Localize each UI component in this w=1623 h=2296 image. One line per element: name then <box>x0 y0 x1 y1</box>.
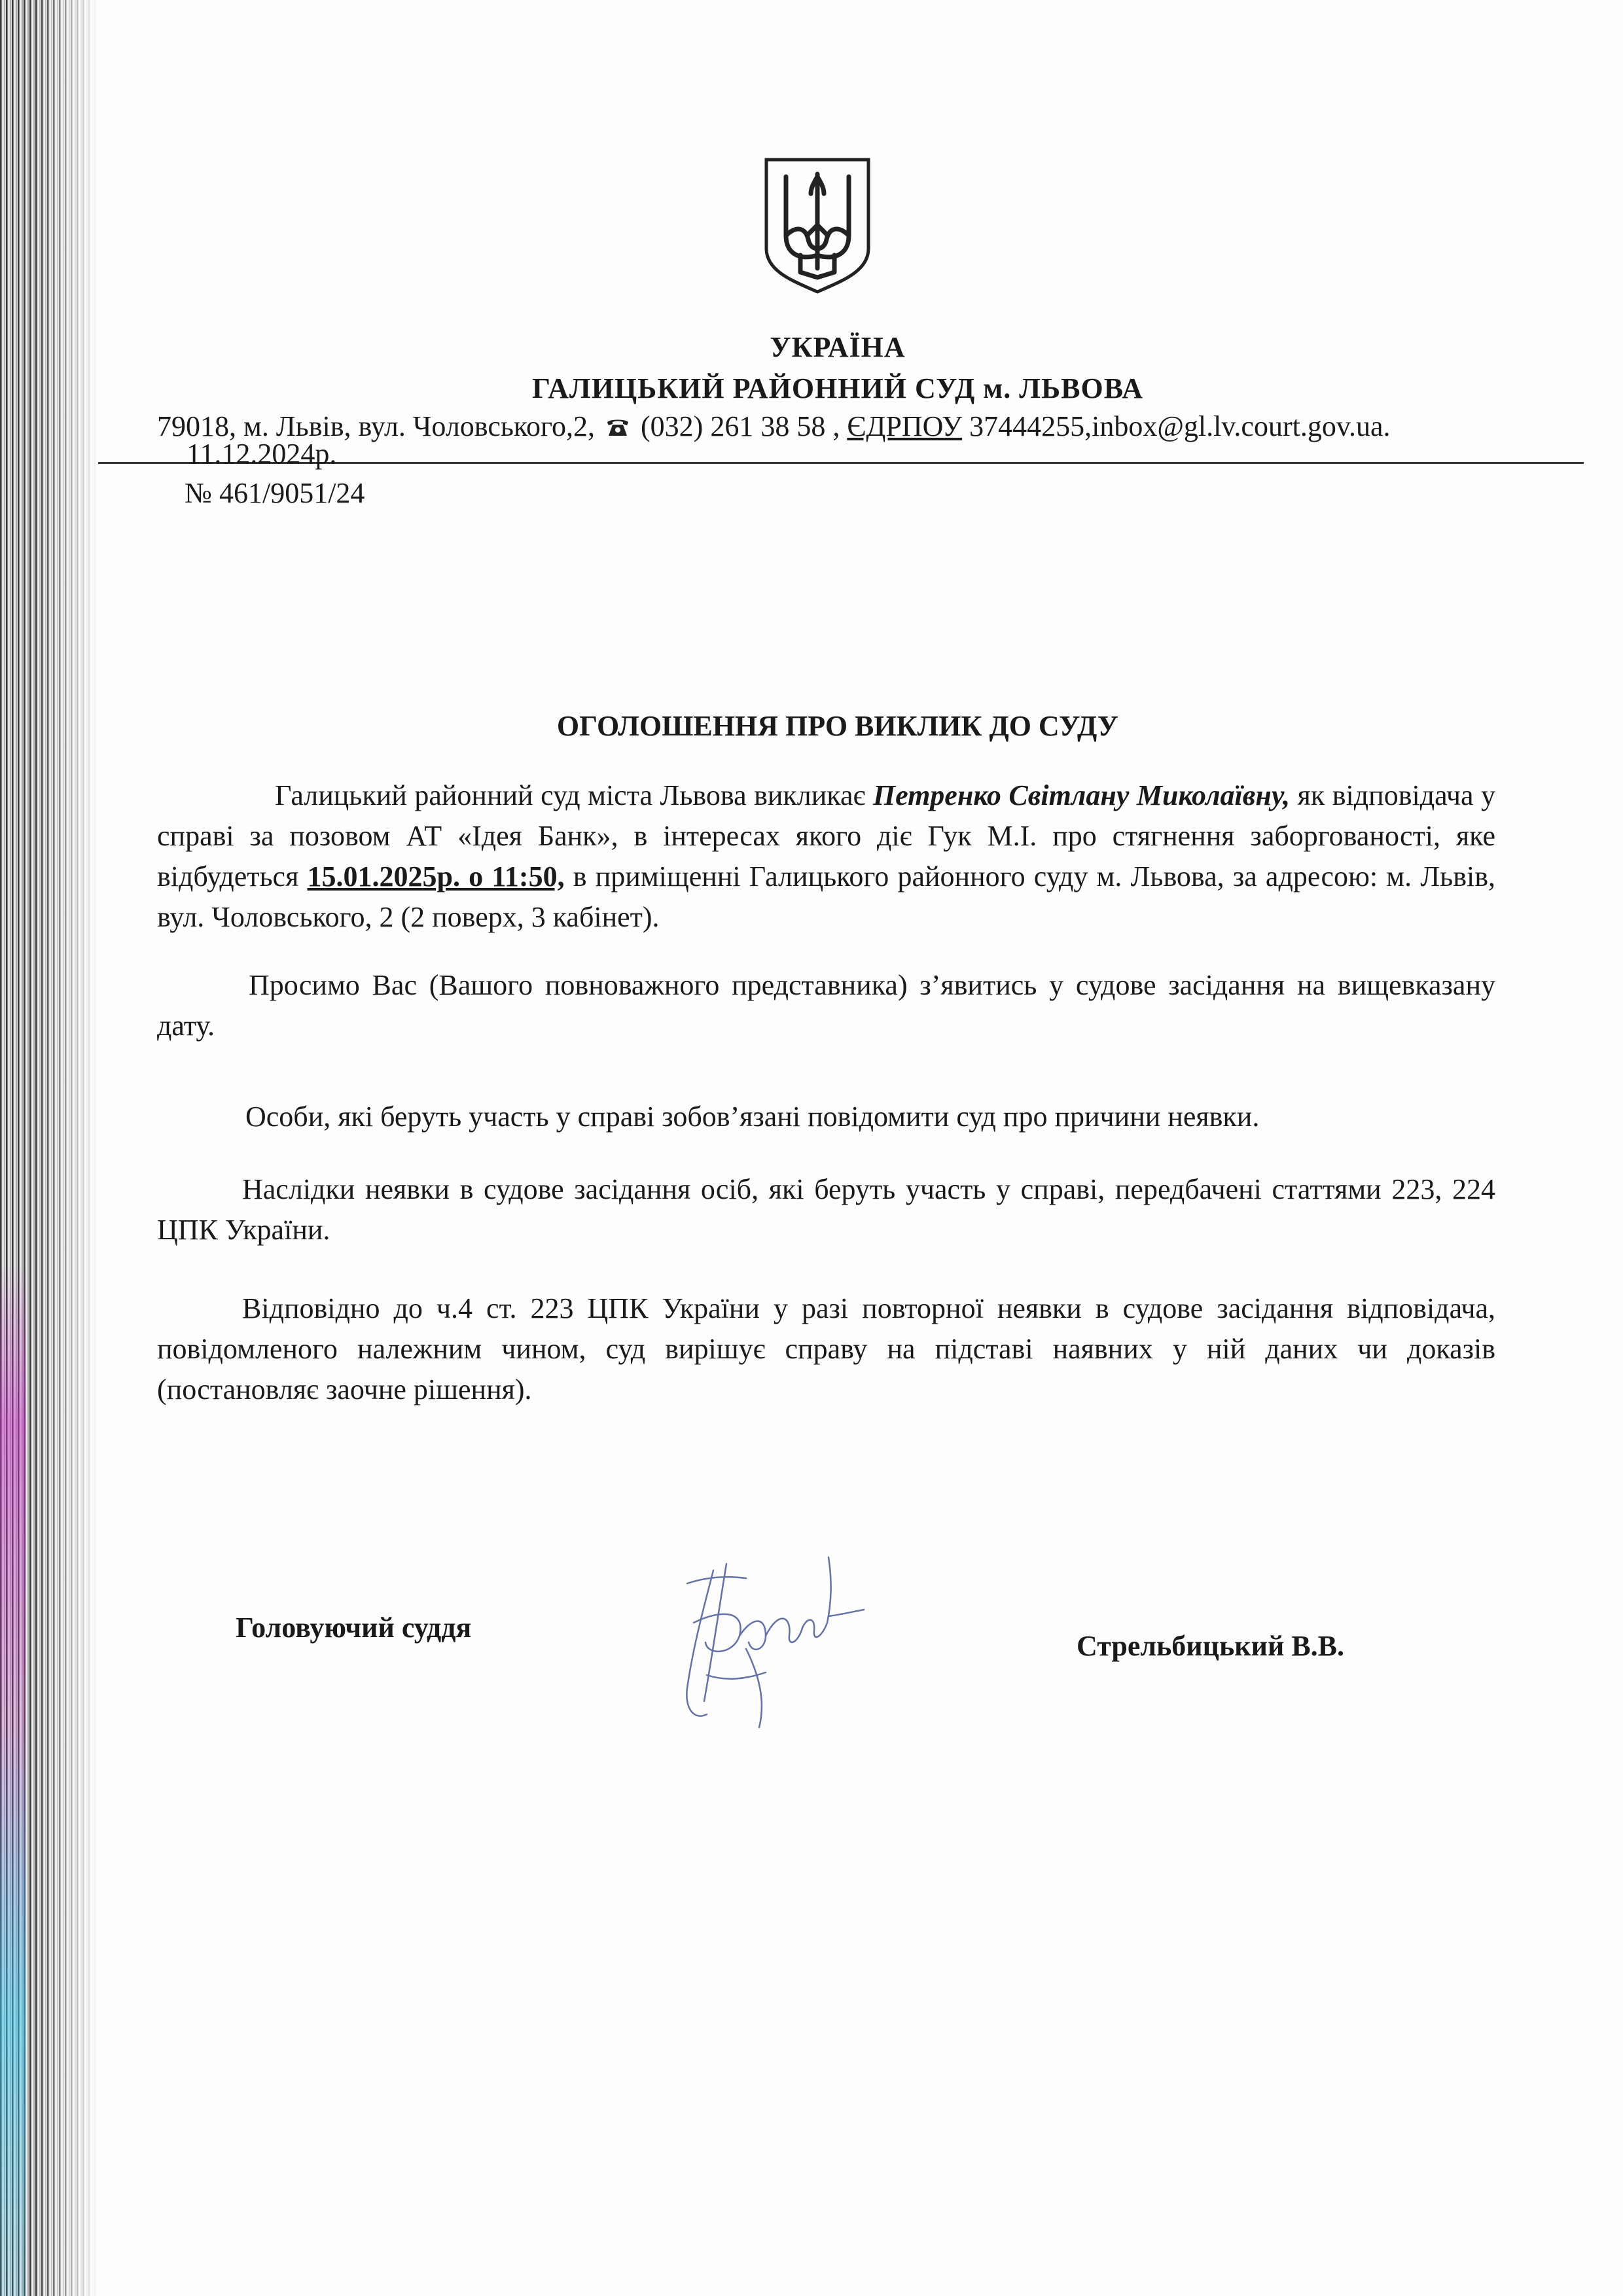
handwritten-signature <box>668 1544 877 1740</box>
court-name-heading: ГАЛИЦЬКИЙ РАЙОННИЙ СУД м. ЛЬВОВА <box>531 372 1144 404</box>
edrpou-and-email: 37444255,inbox@gl.lv.court.gov.ua. <box>969 410 1391 442</box>
paragraph-obligation: Особи, які беруть участь у справі зобов’язані повідомити суд про причини неявки. <box>245 1101 1260 1133</box>
document-number: № 461/9051/24 <box>185 477 365 509</box>
paragraph-summons-end: в приміщенні Галицького районного суду м. Львова, за адресою: м. Львів, вул. Чоловського, 2 (2 поверх, 3 кабінет). <box>157 860 1496 933</box>
paragraph-summons-middle: як відповідача у справі за позовом АТ «Ідея Банк», в інтересах якого діє Гук М.І. про стягнення заборгованості, яке відбудеться <box>157 779 1495 892</box>
scan-edge-color-artifact <box>0 0 26 2296</box>
paragraph-default-judgment: Відповідно до ч.4 ст. 223 ЦПК України у разі повторної неявки в судове засідання відповідача, повідомленого належним чином, суд вирішує справу на підставі наявних у ній даних чи доказів (постановляє заочне рішення). <box>157 1292 1495 1405</box>
court-address: 79018, м. Львів, вул. Чоловського,2, <box>157 410 596 442</box>
presiding-judge-label: Головуючий суддя <box>236 1612 472 1644</box>
coat-of-arms-icon <box>762 157 872 294</box>
country-heading: УКРАЇНА <box>770 331 906 363</box>
edrpou-label: ЄДРПОУ <box>847 410 963 442</box>
paragraph-summons <box>157 775 1495 938</box>
paragraph-summons-start: Галицький районний суд міста Львова викликає <box>275 779 873 811</box>
paragraph-consequences: Наслідки неявки в судове засідання осіб, які беруть участь у справі, передбачені статтями 223, 224 ЦПК України. <box>157 1173 1495 1246</box>
notice-title: ОГОЛОШЕННЯ ПРО ВИКЛИК ДО СУДУ <box>556 710 1119 742</box>
hearing-datetime: 15.01.2025р. о 11:50, <box>307 860 565 892</box>
judge-name: Стрельбицький В.В. <box>1077 1630 1345 1662</box>
court-phone: (032) 261 38 58 , <box>641 410 840 442</box>
paragraph-request-appearance: Просимо Вас (Вашого повноважного представника) з’явитись у судове засідання на вищевказану дату. <box>157 969 1495 1042</box>
phone-icon <box>605 416 631 438</box>
defendant-name: Петренко Світлану Миколаївну, <box>872 779 1291 811</box>
document-date: 11.12.2024р. <box>187 438 337 470</box>
court-contacts-line <box>157 410 1584 443</box>
